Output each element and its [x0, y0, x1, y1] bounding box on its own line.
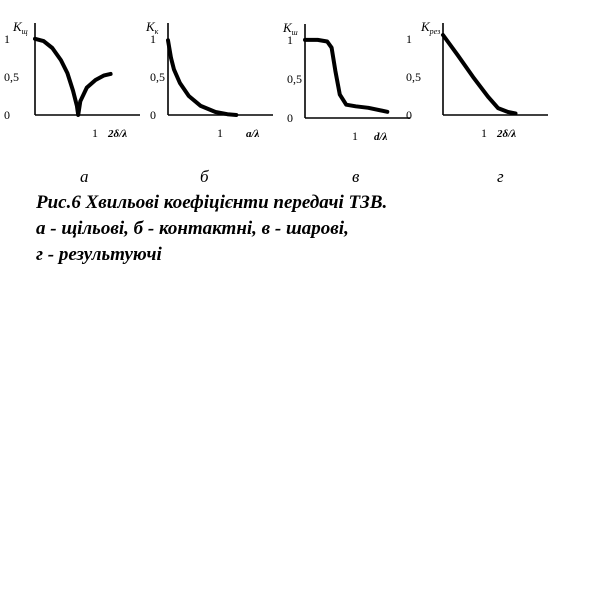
y-axis-label-sub: ш: [291, 28, 298, 37]
x-axis-label: a/λ: [246, 128, 260, 140]
x-tick-label: 1: [217, 126, 223, 140]
figure-caption: [36, 190, 576, 268]
chart-panel-3: [282, 20, 410, 186]
curve-series: [443, 35, 516, 114]
y-tick-label: 0,5: [406, 69, 421, 84]
curve-series: [35, 39, 111, 115]
x-axis-label: 2δ/λ: [108, 128, 128, 140]
x-axis-label: 2δ/λ: [497, 128, 517, 140]
figure-charts: [0, 0, 600, 190]
x-tick-label: 1: [92, 126, 98, 140]
x-axis-label: d/λ: [374, 131, 388, 143]
y-tick-label: 0: [406, 108, 412, 122]
y-tick-label: 1: [4, 31, 10, 46]
curve-series: [305, 40, 387, 112]
y-axis-label: [420, 19, 440, 36]
caption-legend-1: а - щільові, б - контактні, в - шарові,: [36, 218, 349, 239]
y-axis-label-main: K: [421, 19, 430, 34]
y-tick-label: 0: [287, 111, 293, 125]
panel-letter: г: [497, 167, 504, 186]
y-tick-label: 0,5: [4, 69, 19, 84]
y-tick-label: 1: [150, 31, 156, 46]
y-axis-label-sub: рез: [429, 27, 441, 36]
y-axis-label-sub: щ: [21, 27, 28, 36]
x-tick-label: 1: [352, 129, 358, 143]
y-tick-label: 0,5: [150, 69, 165, 84]
caption-legend-2: г - результуючі: [36, 244, 162, 265]
y-tick-label: 0: [4, 108, 10, 122]
panel-letter: в: [352, 167, 360, 186]
y-tick-label: 0,5: [287, 71, 302, 86]
curve-series: [168, 40, 236, 115]
chart-panel-1: [4, 19, 140, 186]
caption-title: Рис.6 Хвильові коефіцієнти передачі ТЗВ.: [36, 192, 388, 213]
y-axis-label-main: K: [146, 19, 155, 34]
y-axis-label: [12, 19, 28, 36]
y-tick-label: 1: [287, 32, 293, 47]
y-axis-label-main: K: [13, 19, 22, 34]
chart-panel-2: [145, 19, 273, 186]
panel-letter: а: [80, 167, 89, 186]
panel-letter: б: [200, 167, 209, 186]
chart-panel-4: [406, 19, 548, 186]
y-axis-label-sub: к: [154, 27, 159, 36]
x-tick-label: 1: [481, 126, 487, 140]
y-axis-label-main: K: [283, 20, 292, 35]
y-tick-label: 1: [406, 31, 412, 46]
y-tick-label: 0: [150, 108, 156, 122]
